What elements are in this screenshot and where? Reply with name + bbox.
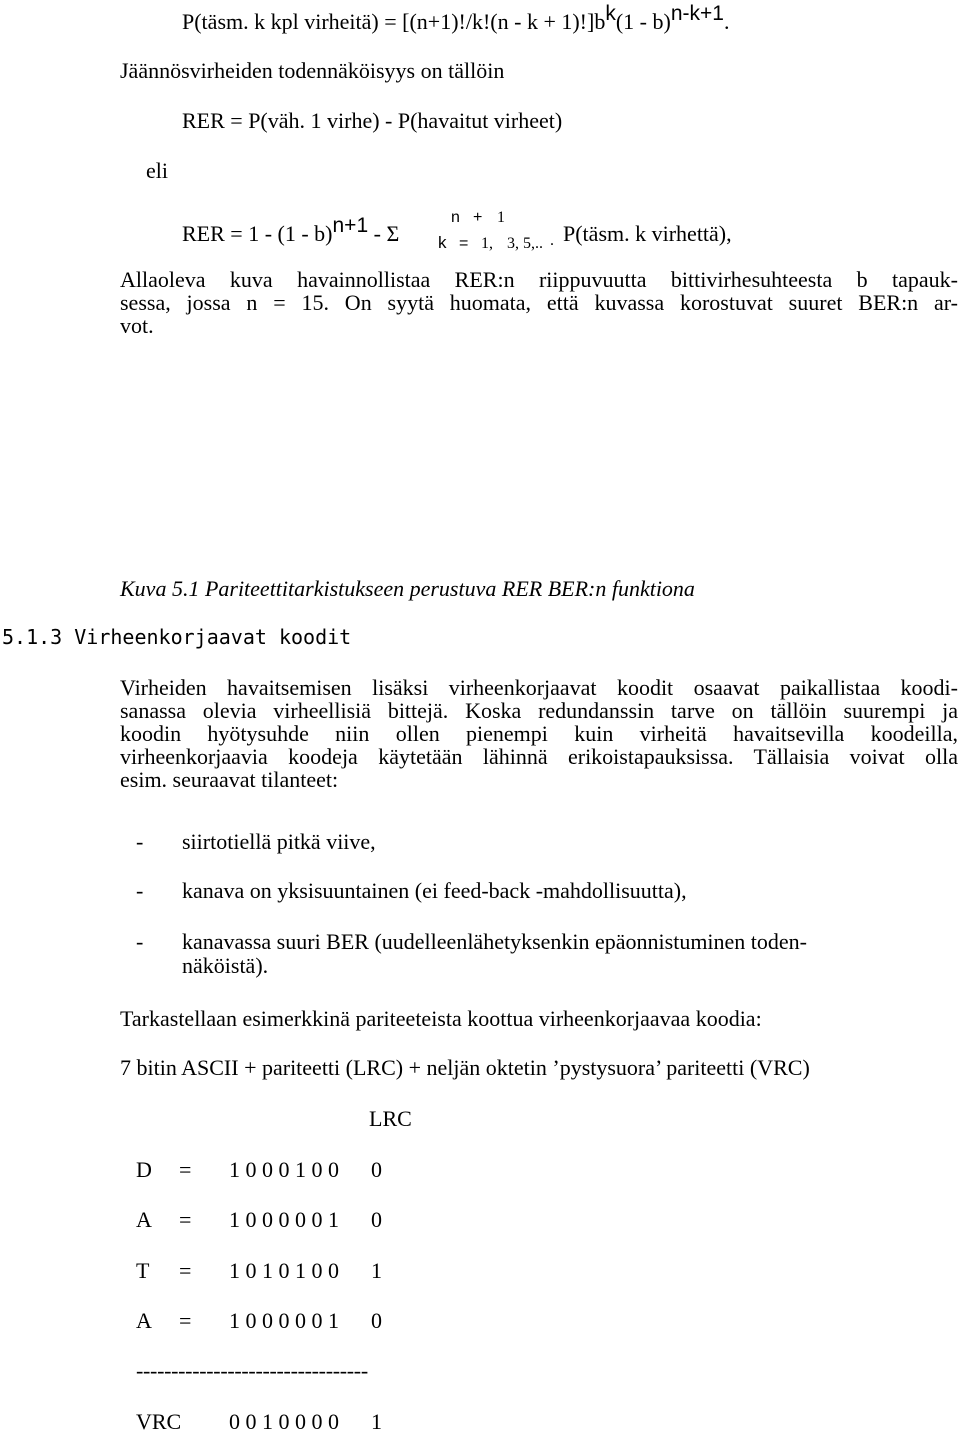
paragraph-line: vot. xyxy=(120,313,154,338)
formula-sup-k: k xyxy=(605,2,616,25)
paragraph-line: esim. seuraavat tilanteet: xyxy=(120,767,339,792)
rer-formula-start: RER = 1 - (1 - b) xyxy=(182,221,333,246)
rer-definition: RER = P(väh. 1 virhe) - P(havaitut virheet) xyxy=(182,108,563,133)
list-dash: - xyxy=(136,929,144,954)
vrc-label: VRC xyxy=(136,1409,182,1434)
row-lrc: 1 xyxy=(371,1258,382,1283)
list-item: kanavassa suuri BER (uudelleenlähetyksenkin epäonnistuminen toden- xyxy=(182,929,808,954)
formula-sup-exponent: n-k+1 xyxy=(670,2,724,25)
row-lrc: 0 xyxy=(371,1157,382,1182)
sigma-sub-k: k xyxy=(438,233,447,252)
rer-formula xyxy=(182,214,400,246)
eli-word: eli xyxy=(146,158,168,183)
rer-formula-sup: n+1 xyxy=(332,214,369,237)
row-bits: 1 0 0 0 0 0 1 xyxy=(229,1308,339,1333)
formula-exact-k-errors xyxy=(182,2,730,34)
limit-eq: = xyxy=(459,235,469,252)
row-bits: 1 0 0 0 0 0 1 xyxy=(229,1207,339,1232)
section-heading: 5.1.3 Virheenkorjaavat koodit xyxy=(2,625,352,649)
row-label: A xyxy=(136,1308,152,1333)
row-eq: = xyxy=(179,1308,192,1333)
paragraph-error-correcting xyxy=(120,676,958,791)
table-separator: --------------------------------- xyxy=(136,1358,368,1383)
paragraph-line: Virheiden havaitsemisen lisäksi virheenkorjaavat koodit osaavat paikallistaa koodi- xyxy=(120,675,958,700)
limit-bottom: 1, xyxy=(481,235,493,252)
paragraph-line: Allaoleva kuva havainnollistaa RER:n riippuvuutta bittivirhesuhteesta b tapauk- xyxy=(120,267,958,292)
row-lrc: 0 xyxy=(371,1308,382,1333)
table-row xyxy=(136,1310,152,1332)
row-eq: = xyxy=(179,1207,192,1232)
formula-end: . xyxy=(723,9,730,34)
residual-intro: Jäännösvirheiden todennäköisyys on tällöin xyxy=(120,58,505,83)
paragraph-line: virheenkorjaavia koodeja käytetään lähinnä erikoistapauksissa. Tällaisia voivat olla xyxy=(120,744,958,769)
figure-caption: Kuva 5.1 Pariteettitarkistukseen perustuva RER BER:n funktiona xyxy=(120,576,695,601)
formula-mid: (1 - b) xyxy=(615,9,671,34)
limit-seq: 3, 5,.. xyxy=(507,235,543,252)
limit-top-plus: + xyxy=(473,209,483,226)
example-description: 7 bitin ASCII + pariteetti (LRC) + neljän oktetin ’pystysuora’ pariteetti (VRC) xyxy=(120,1055,810,1080)
table-row xyxy=(136,1159,152,1181)
table-row xyxy=(136,1260,149,1282)
row-eq: = xyxy=(179,1258,192,1283)
limit-dot: . xyxy=(550,232,554,249)
example-intro: Tarkastellaan esimerkkinä pariteeteista koottua virheenkorjaavaa koodia: xyxy=(120,1006,762,1031)
list-item: kanava on yksisuuntainen (ei feed-back -mahdollisuutta), xyxy=(182,878,687,903)
row-eq: = xyxy=(179,1157,192,1182)
paragraph-line: sessa, jossa n = 15. On syytä huomata, että kuvassa korostuvat suuret BER:n ar- xyxy=(120,290,958,315)
sigma-symbol: - Σ xyxy=(373,221,400,246)
paragraph-line: sanassa olevia virheellisiä bittejä. Koska redundanssin tarve on tällöin suurempi ja xyxy=(120,698,958,723)
limit-top-1: 1 xyxy=(497,209,505,226)
list-item: siirtotiellä pitkä viive, xyxy=(182,829,376,854)
lrc-header: LRC xyxy=(369,1106,412,1131)
row-bits: 1 0 1 0 1 0 0 xyxy=(229,1258,339,1283)
row-lrc: 0 xyxy=(371,1207,382,1232)
table-row xyxy=(136,1209,152,1231)
formula-main: P(täsm. k kpl virheitä) = [(n+1)!/k!(n - k + 1)!]b xyxy=(182,9,606,34)
rer-formula-end: P(täsm. k virhettä), xyxy=(563,221,732,246)
row-bits: 1 0 0 0 1 0 0 xyxy=(229,1157,339,1182)
row-label: D xyxy=(136,1157,152,1182)
row-label: A xyxy=(136,1207,152,1232)
vrc-bits: 0 0 1 0 0 0 0 xyxy=(229,1409,339,1434)
list-dash: - xyxy=(136,829,144,854)
limit-top-n: n xyxy=(451,209,460,226)
paragraph-line: koodin hyötysuhde niin ollen pienempi kuin virheitä havaitsevilla koodeilla, xyxy=(120,721,958,746)
vrc-lrc: 1 xyxy=(371,1409,382,1434)
paragraph-rer-illustration xyxy=(120,268,958,337)
row-label: T xyxy=(136,1258,150,1283)
list-dash: - xyxy=(136,878,144,903)
list-item-continuation: näköistä). xyxy=(182,953,269,978)
